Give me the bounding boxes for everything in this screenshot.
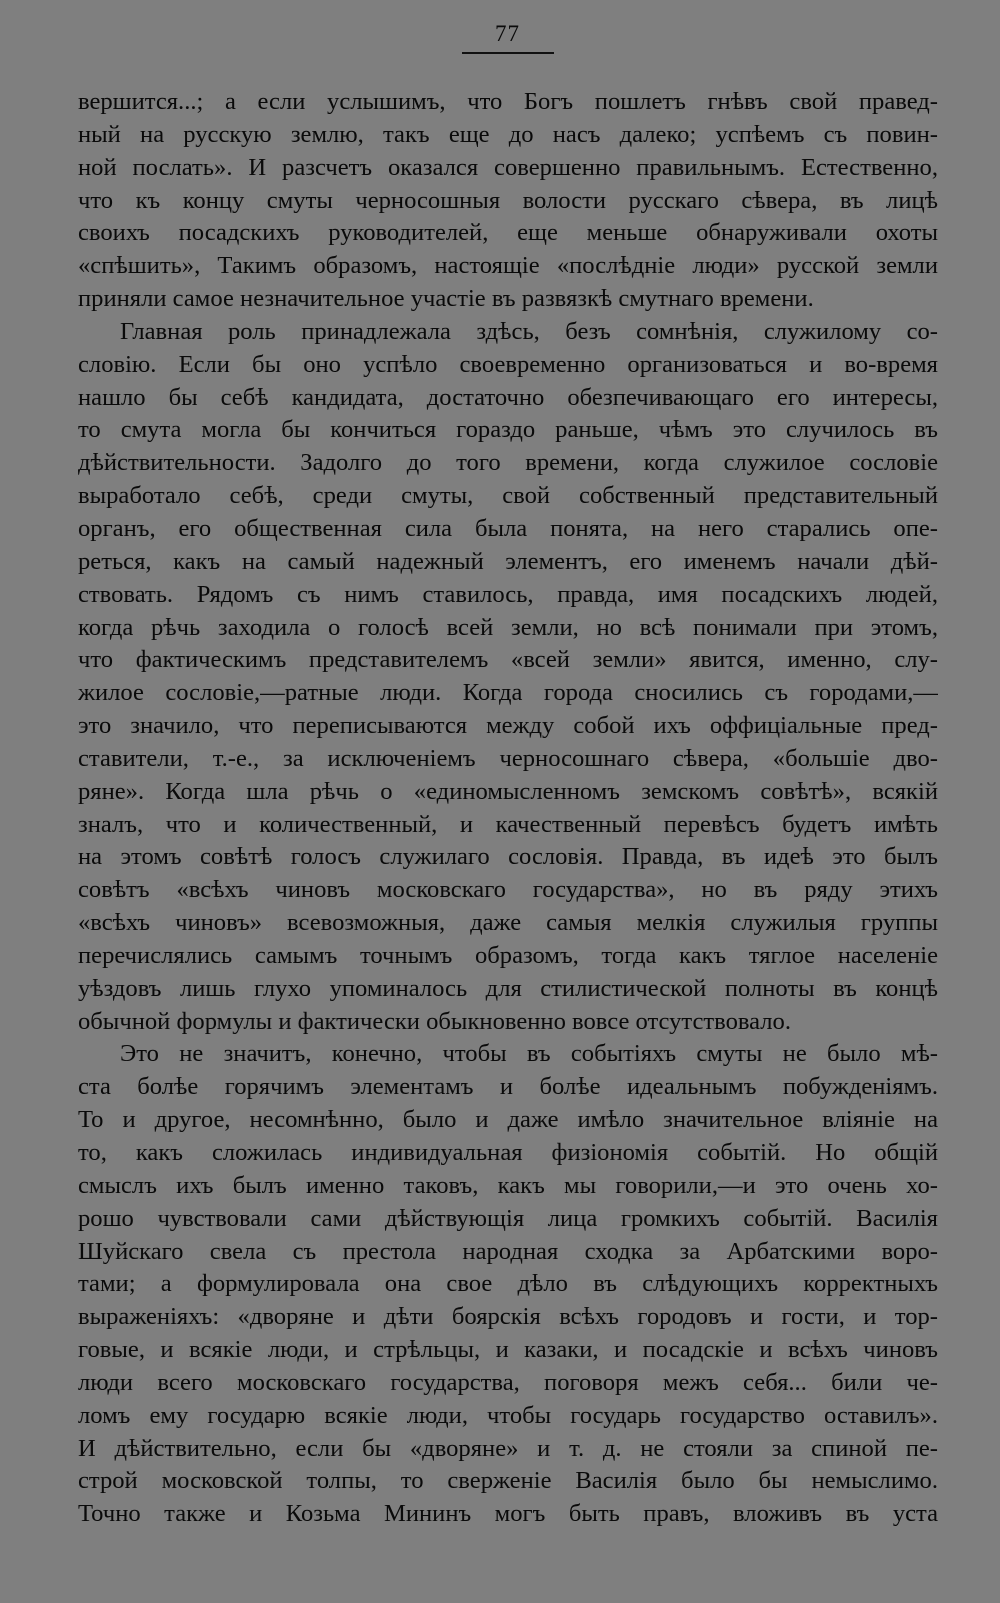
text-line: приняли самое незначительное участіе въ развязкѣ смутнаго времени.	[78, 285, 814, 313]
text-line: вершится...; а если услышимъ, что Богъ пошлетъ гнѣвъ свой правед-	[78, 88, 938, 115]
text-line: Шуйскаго свела съ престола народная сходка за Арбатскими воро-	[78, 1237, 938, 1265]
text-line: ста болѣе горячимъ элементамъ и болѣе идеальнымъ побужденіямъ.	[78, 1073, 938, 1101]
text-line: ряне». Когда шла рѣчь о «единомысленномъ земскомъ совѣтѣ», всякій	[78, 777, 938, 805]
text-line: ствовать. Рядомъ съ нимъ ставилось, правда, имя посадскихъ людей,	[78, 580, 938, 608]
text-line: ной послать». И разсчетъ оказался совершенно правильнымъ. Естественно,	[78, 153, 938, 181]
text-line: То и другое, несомнѣнно, было и даже имѣло значительное вліяніе на	[78, 1106, 938, 1134]
text-line: «спѣшить», Такимъ образомъ, настоящіе «послѣдніе люди» русской земли	[78, 252, 938, 280]
text-line: то смута могла бы кончиться гораздо раньше, чѣмъ это случилось въ	[78, 416, 938, 444]
text-line: ный на русскую землю, такъ еще до насъ далеко; успѣемъ съ повин-	[78, 120, 938, 148]
text-line: жилое сословіе,—ратные люди. Когда города сносились съ городами,—	[78, 679, 938, 707]
text-line: что фактическимъ представителемъ «всей земли» явится, именно, слу-	[78, 646, 938, 674]
text-line: тами; а формулировала она свое дѣло въ слѣдующихъ корректныхъ	[78, 1270, 938, 1298]
text-line: Точно также и Козьма Мининъ могъ быть правъ, вложивъ въ уста	[78, 1500, 938, 1528]
text-line: ставители, т.-е., за исключеніемъ черносошнаго сѣвера, «большіе дво-	[78, 744, 938, 772]
text-line: то, какъ сложилась индивидуальная физіономія событій. Но общій	[78, 1139, 938, 1166]
text-line: дѣйствительности. Задолго до того времени, когда служилое сословіе	[78, 449, 938, 477]
text-line: словію. Если бы оно успѣло своевременно организоваться и во-время	[78, 350, 938, 378]
page-number: 77	[495, 21, 520, 46]
text-line: Главная роль принадлежала здѣсь, безъ сомнѣнія, служилому со-	[120, 317, 938, 345]
text-line: своихъ посадскихъ руководителей, еще меньше обнаруживали охоты	[78, 219, 938, 247]
page-number-rule	[462, 52, 554, 54]
text-line: смыслъ ихъ былъ именно таковъ, какъ мы говорили,—и это очень хо-	[78, 1171, 938, 1199]
text-line: органъ, его общественная сила была понята, на него старались опе-	[78, 514, 938, 542]
text-line: выраженіяхъ: «дворяне и дѣти боярскія всѣхъ городовъ и гости, и тор-	[78, 1303, 938, 1331]
text-line: И дѣйствительно, если бы «дворяне» и т. д. не стояли за спиной пе-	[78, 1434, 938, 1462]
text-line: нашло бы себѣ кандидата, достаточно обезпечивающаго его интересы,	[78, 383, 938, 411]
text-line: люди всего московскаго государства, поговоря межъ себя... били че-	[78, 1368, 938, 1396]
text-line: рошо чувствовали сами дѣйствующія лица громкихъ событій. Василія	[78, 1204, 938, 1232]
text-line: это значило, что переписываются между собой ихъ оффиціальные пред-	[78, 712, 938, 740]
text-line: на этомъ совѣтѣ голосъ служилаго сословія. Правда, въ идеѣ это былъ	[78, 843, 938, 871]
text-line: строй московской толпы, то сверженіе Василія было бы немыслимо.	[78, 1467, 938, 1495]
text-line: выработало себѣ, среди смуты, свой собственный представительный	[78, 482, 938, 510]
text-line: Это не значитъ, конечно, чтобы въ событіяхъ смуты не было мѣ-	[120, 1040, 938, 1068]
text-line: уѣздовъ лишь глухо упоминалось для стилистической полноты въ концѣ	[78, 974, 938, 1002]
text-line: говые, и всякіе люди, и стрѣльцы, и казаки, и посадскіе и всѣхъ чиновъ	[78, 1336, 938, 1364]
text-line: перечислялись самымъ точнымъ образомъ, тогда какъ тяглое населеніе	[78, 941, 938, 969]
text-line: реться, какъ на самый надежный элементъ, его именемъ начали дѣй-	[78, 547, 938, 575]
text-line: что къ концу смуты черносошныя волости русскаго сѣвера, въ лицѣ	[78, 186, 938, 214]
body-text	[78, 86, 938, 1531]
text-line: когда рѣчь заходила о голосѣ всей земли, но всѣ понимали при этомъ,	[78, 613, 938, 641]
text-line: ломъ ему государю всякіе люди, чтобы государь государство оставилъ».	[78, 1401, 938, 1429]
text-line: зналъ, что и количественный, и качественный перевѣсъ будетъ имѣть	[78, 810, 938, 838]
text-line: совѣтъ «всѣхъ чиновъ московскаго государства», но въ ряду этихъ	[78, 876, 938, 904]
text-line: обычной формулы и фактически обыкновенно вовсе отсутствовало.	[78, 1007, 792, 1035]
text-line: «всѣхъ чиновъ» всевозможныя, даже самыя мелкія служилыя группы	[78, 909, 938, 937]
